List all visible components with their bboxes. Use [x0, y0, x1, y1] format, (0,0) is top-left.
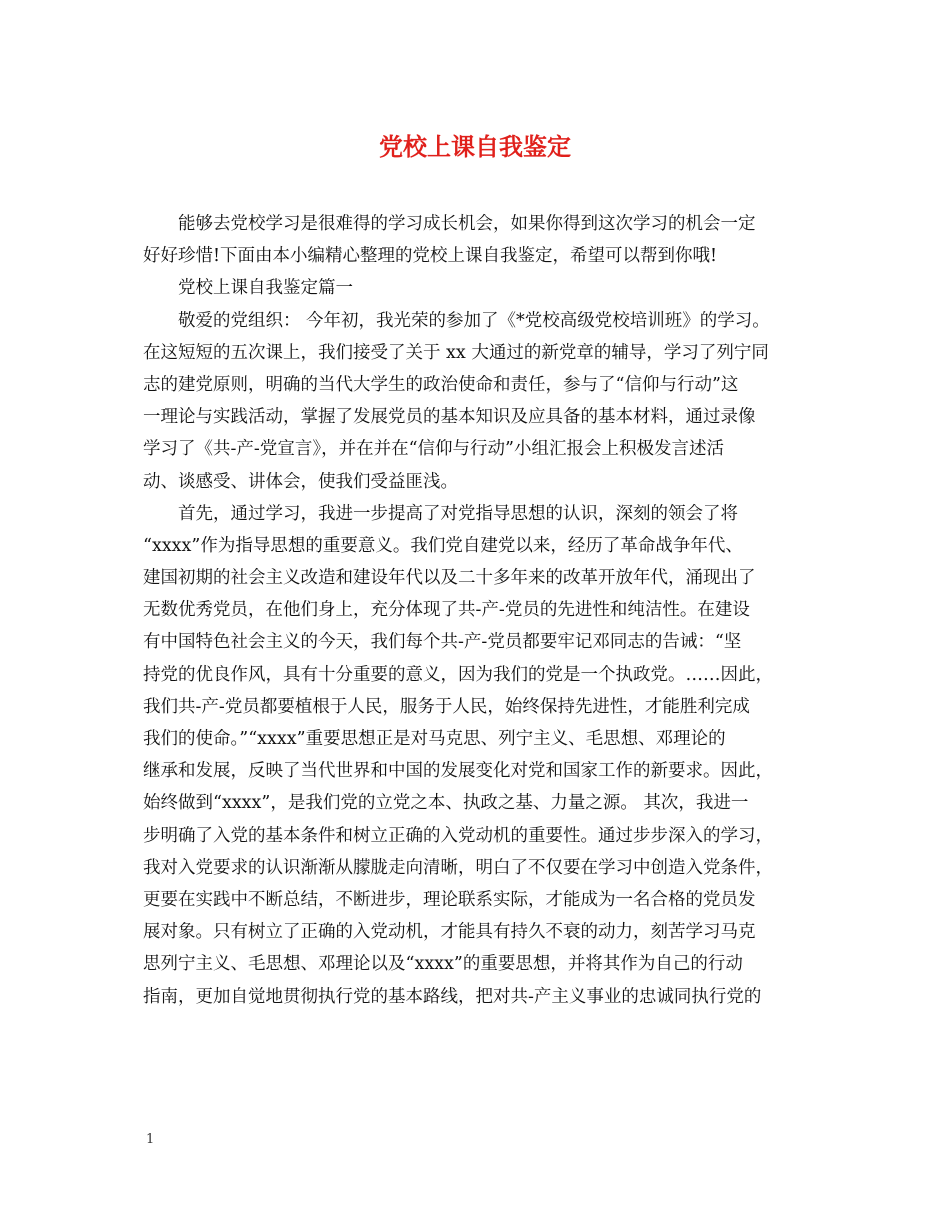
- text-line: 首先，通过学习，我进一步提高了对党指导思想的认识，深刻的领会了将: [178, 503, 738, 524]
- text-line: 步明确了入党的基本条件和树立正确的入党动机的重要性。通过步步深入的学习，: [143, 825, 773, 846]
- document-title: 党校上课自我鉴定: [379, 132, 571, 161]
- text-line: 有中国特色社会主义的今天，我们每个共-产-党员都要牢记邓同志的告诫：“坚: [143, 632, 742, 653]
- text-line: 一理论与实践活动，掌握了发展党员的基本知识及应具备的基本材料，通过录像: [143, 407, 756, 428]
- text-line: 敬爱的党组织： 今年初，我光荣的参加了《*党校高级党校培训班》的学习。: [178, 310, 770, 331]
- text-line: 持党的优良作风，具有十分重要的意义，因为我们的党是一个执政党。……因此，: [143, 664, 773, 685]
- page-number: 1: [146, 1132, 155, 1147]
- text-line: “xxxx”作为指导思想的重要意义。我们党自建党以来，经历了革命战争年代、: [143, 535, 743, 556]
- text-line: 无数优秀党员，在他们身上，充分体现了共-产-党员的先进性和纯洁性。在建设: [143, 600, 750, 621]
- text-line: 指南，更加自觉地贯彻执行党的基本路线，把对共-产主义事业的忠诚同执行党的: [143, 986, 762, 1007]
- text-line: 建国初期的社会主义改造和建设年代以及二十多年来的改革开放年代，涌现出了: [143, 568, 756, 589]
- text-line: 思列宁主义、毛思想、邓理论以及“xxxx”的重要思想，并将其作为自己的行动: [143, 954, 743, 975]
- text-line: 在这短短的五次课上，我们接受了关于 xx 大通过的新党章的辅导，学习了列宁同: [143, 342, 769, 363]
- document-body: [143, 208, 813, 1013]
- text-line: 动、谈感受、讲体会，使我们受益匪浅。: [143, 471, 458, 492]
- text-line: 能够去党校学习是很难得的学习成长机会，如果你得到这次学习的机会一定: [178, 214, 756, 234]
- text-line: 志的建党原则，明确的当代大学生的政治使命和责任，参与了“信仰与行动”这: [143, 374, 739, 395]
- text-line: 我们的使命。”“xxxx”重要思想正是对马克思、列宁主义、毛思想、邓理论的: [143, 729, 726, 749]
- text-line: 学习了《共-产-党宣言》，并在并在“信仰与行动”小组汇报会上积极发言述活: [143, 439, 724, 460]
- text-line: 好好珍惜!下面由本小编精心整理的党校上课自我鉴定，希望可以帮到你哦!: [143, 246, 718, 267]
- text-line: 继承和发展，反映了当代世界和中国的发展变化对党和国家工作的新要求。因此，: [143, 761, 773, 782]
- text-line: 更要在实践中不断总结，不断进步，理论联系实际，才能成为一名合格的党员发: [143, 889, 756, 910]
- text-line: 展对象。只有树立了正确的入党动机，才能具有持久不衰的动力，刻苦学习马克: [143, 922, 756, 943]
- text-line: 我对入党要求的认识渐渐从朦胧走向清晰，明白了不仅要在学习中创造入党条件，: [143, 857, 773, 878]
- text-line: 我们共-产-党员都要植根于人民，服务于人民，始终保持先进性，才能胜利完成: [143, 696, 750, 717]
- text-line: 党校上课自我鉴定篇一: [178, 278, 353, 299]
- text-line: 始终做到“xxxx”，是我们党的立党之本、执政之基、力量之源。 其次，我进一: [143, 793, 749, 814]
